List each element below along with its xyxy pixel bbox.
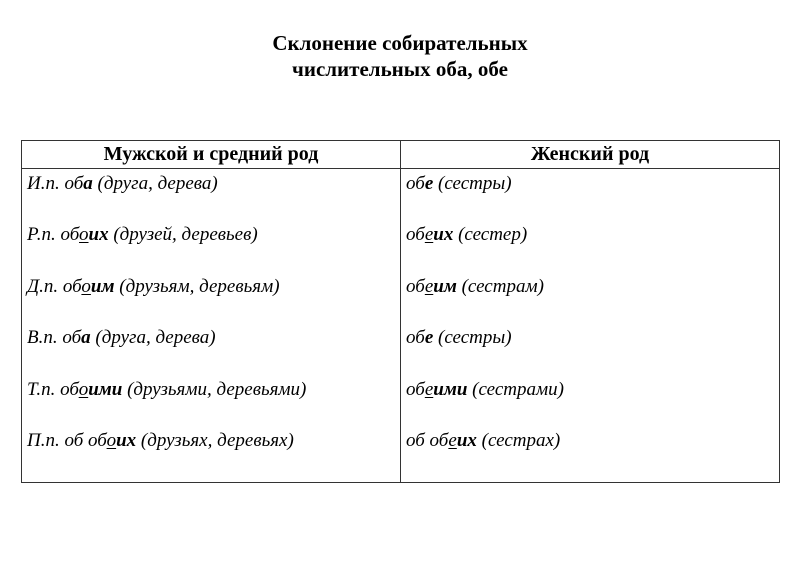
underlined-letter: е	[424, 224, 434, 246]
case-line	[406, 428, 779, 454]
underlined-letter: е	[424, 378, 434, 400]
case-ending: а	[81, 327, 91, 349]
case-example: (друга, дерева)	[92, 173, 218, 194]
underlined-letter: е	[448, 429, 457, 451]
case-example: (друзей, деревьев)	[108, 224, 258, 246]
case-prefix: об	[406, 378, 425, 400]
case-example: (друзьях, деревьях)	[136, 429, 294, 451]
case-line	[406, 325, 779, 351]
case-prefix: И.п. об	[27, 173, 84, 194]
underlined-letter: о	[81, 275, 91, 297]
case-example: (сестры)	[433, 173, 512, 194]
case-prefix: об	[406, 275, 425, 297]
case-ending: их	[433, 224, 454, 246]
case-line	[406, 377, 779, 403]
case-example: (друга, дерева)	[90, 327, 216, 349]
table-row	[22, 169, 780, 483]
page-title	[0, 30, 800, 82]
underlined-letter: о	[78, 378, 89, 400]
case-line	[27, 171, 400, 197]
case-line	[406, 274, 779, 300]
header-feminine: Женский род	[401, 141, 780, 169]
case-ending: ими	[88, 378, 123, 400]
case-prefix: П.п. об об	[27, 429, 107, 451]
underlined-letter: о	[106, 429, 117, 451]
case-example: (друзьям, деревьям)	[114, 275, 280, 297]
case-ending: е	[424, 327, 434, 349]
title-line-2: числительных оба, обе	[292, 57, 508, 81]
case-line	[406, 222, 779, 248]
case-prefix: В.п. об	[27, 327, 82, 349]
case-line	[27, 428, 400, 454]
case-ending: их	[456, 429, 477, 451]
case-example: (сестрах)	[476, 429, 561, 451]
case-ending: их	[116, 429, 137, 451]
case-ending: е	[424, 173, 434, 194]
case-example: (сестрам)	[456, 275, 544, 297]
underlined-letter: о	[79, 224, 89, 246]
case-prefix: об	[406, 327, 425, 349]
header-masculine-neuter: Мужской и средний род	[22, 141, 401, 169]
case-example: (сестры)	[433, 327, 512, 349]
case-prefix: об	[406, 224, 425, 246]
feminine-column	[401, 169, 780, 483]
title-line-1: Склонение собирательных	[272, 31, 528, 55]
case-ending: им	[90, 275, 115, 297]
case-ending: а	[83, 173, 93, 194]
masculine-neuter-column	[22, 169, 401, 483]
case-example: (сестрами)	[467, 378, 564, 400]
case-prefix: Р.п. об	[27, 224, 80, 246]
case-line	[27, 274, 400, 300]
case-line	[27, 325, 400, 351]
case-ending: их	[88, 224, 109, 246]
declension-table	[21, 140, 780, 483]
underlined-letter: е	[424, 275, 434, 297]
table-header-row	[22, 141, 780, 169]
case-prefix: Д.п. об	[27, 275, 82, 297]
case-line	[406, 171, 779, 197]
case-prefix: Т.п. об	[27, 378, 79, 400]
case-prefix: об	[406, 173, 425, 194]
case-line	[27, 377, 400, 403]
case-ending: им	[433, 275, 457, 297]
case-ending: ими	[433, 378, 468, 400]
case-example: (сестер)	[453, 224, 528, 246]
case-prefix: об об	[406, 429, 449, 451]
case-line	[27, 222, 400, 248]
case-example: (друзьями, деревьями)	[122, 378, 307, 400]
